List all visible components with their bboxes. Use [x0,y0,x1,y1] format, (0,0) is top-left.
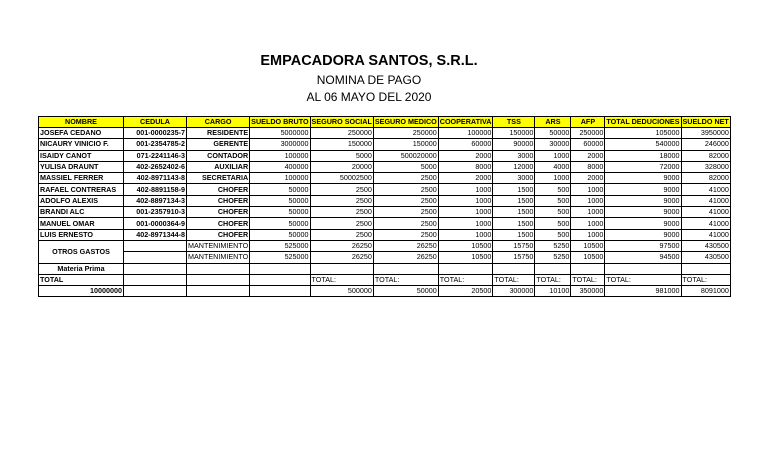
seguro-social: 20000 [310,161,373,172]
table-cell: 10500 [571,240,605,251]
table-cell [124,286,187,297]
seguro-medico: 150000 [373,139,438,150]
total-deduciones: 9000 [605,184,681,195]
table-cell: 10500 [571,252,605,263]
table-cell [250,286,310,297]
employee-cedula: 402-8971344-8 [124,229,187,240]
seguro-medico: 2500 [373,173,438,184]
total-value: 20500 [438,286,493,297]
seguro-social: 150000 [310,139,373,150]
sueldo-bruto: 5000000 [250,128,310,139]
table-cell [187,286,250,297]
employee-cedula: 402-8891158-9 [124,184,187,195]
table-cell [124,252,187,263]
seguro-social: 2500 [310,218,373,229]
table-cell: 94500 [605,252,681,263]
employee-cedula: 001-2357910-3 [124,207,187,218]
employee-cargo: CHOFER [187,218,250,229]
total-sub-label: TOTAL: [605,274,681,285]
seguro-social: 2500 [310,184,373,195]
total-sub-label: TOTAL: [373,274,438,285]
total-value: 50000 [373,286,438,297]
sueldo-bruto: 50000 [250,195,310,206]
total-sub-label: TOTAL: [493,274,535,285]
total-value: 981000 [605,286,681,297]
col-header-ars: ARS [535,117,571,128]
sueldo-net: 3950000 [681,128,730,139]
employee-cedula: 402-8897134-3 [124,195,187,206]
table-cell: MANTENIMIENTO [188,241,249,251]
seguro-medico: 2500 [373,229,438,240]
col-header-sueldo-net: SUELDO NET [682,117,729,126]
cooperativa: 100000 [438,128,493,139]
col-header-seguro-medico: SEGURO MEDICO [374,117,437,126]
seguro-medico: 2500 [373,207,438,218]
afp: 1000 [571,184,605,195]
ars: 30000 [535,139,571,150]
employee-cargo: AUXILIAR [187,161,250,172]
tss: 3000 [493,150,535,161]
seguro-medico: 2500 [373,218,438,229]
total-value: 10000000 [39,286,124,297]
table-row [39,218,731,229]
employee-name: ADOLFO ALEXIS [39,195,124,206]
table-cell [187,274,250,285]
sueldo-net: 41000 [681,184,730,195]
seguro-social: 2500 [310,207,373,218]
employee-name: ISAIDY CANOT [39,150,124,161]
afp: 8000 [571,161,605,172]
total-deduciones: 105000 [605,128,681,139]
seguro-medico: 250000 [373,128,438,139]
total-sub-label: TOTAL: [571,274,605,285]
total-value: 300000 [493,286,535,297]
cooperativa: 1000 [438,207,493,218]
payroll-table [38,116,731,297]
total-value: 500000 [310,286,373,297]
otros-gastos-row [39,240,731,251]
employee-cargo: CHOFER [187,195,250,206]
seguro-medico: 500020000 [373,150,438,161]
seguro-medico: 2500 [373,184,438,195]
table-cell [124,274,187,285]
tss: 150000 [493,128,535,139]
table-cell: 26250 [373,252,438,263]
total-label: TOTAL [39,274,124,285]
table-cell [187,263,250,274]
table-cell [250,263,310,274]
total-value: 350000 [571,286,605,297]
sueldo-net: 246000 [681,139,730,150]
sueldo-bruto: 50000 [250,229,310,240]
seguro-social: 2500 [310,195,373,206]
total-value: 10100 [535,286,571,297]
total-values-row [39,286,731,297]
tss: 1500 [493,218,535,229]
table-cell [124,263,187,274]
table-row [39,128,731,139]
col-header-cargo: CARGO [187,117,250,128]
col-header-cooperativa: COOPERATIVA [439,117,492,126]
seguro-medico: 5000 [373,161,438,172]
employee-cargo: SECRETARIA [187,173,250,184]
seguro-social: 250000 [310,128,373,139]
employee-cargo: CHOFER [187,229,250,240]
table-cell: 10500 [438,240,493,251]
ars: 500 [535,218,571,229]
afp: 1000 [571,207,605,218]
otros-gastos-label: OTROS GASTOS [39,240,124,263]
table-cell [438,263,493,274]
table-row [39,184,731,195]
col-header-nombre: NOMBRE [39,117,124,128]
sueldo-net: 82000 [681,173,730,184]
sueldo-net: 41000 [681,207,730,218]
total-value: 8091000 [681,286,730,297]
total-sub-label: TOTAL: [535,274,571,285]
sueldo-bruto: 50000 [250,218,310,229]
table-cell: 15750 [493,240,535,251]
employee-name: BRANDI ALC [39,207,124,218]
header-row [39,117,731,128]
table-cell [310,263,373,274]
employee-cedula: 071-2241146-3 [124,150,187,161]
col-header-sueldo-bruto: SUELDO BRUTO [251,117,309,126]
col-header-cedula: CEDULA [124,117,187,128]
table-cell: 430500 [681,240,730,251]
employee-name: YULISA DRAUNT [39,161,124,172]
materia-prima-label: Materia Prima [39,263,124,274]
table-cell: 525000 [250,240,310,251]
col-header-tss: TSS [493,117,535,128]
table-cell: 26250 [310,240,373,251]
afp: 2000 [571,173,605,184]
employee-cedula: 001-0000235-7 [124,128,187,139]
seguro-social: 2500 [310,229,373,240]
tss: 1500 [493,195,535,206]
afp: 250000 [571,128,605,139]
tss: 1500 [493,184,535,195]
sueldo-net: 328000 [681,161,730,172]
cooperativa: 8000 [438,161,493,172]
sueldo-net: 41000 [681,218,730,229]
table-row [39,150,731,161]
afp: 1000 [571,218,605,229]
total-sub-label: TOTAL: [681,274,730,285]
table-row [39,139,731,150]
ars: 500 [535,229,571,240]
table-cell: 525000 [250,252,310,263]
cooperativa: 2000 [438,150,493,161]
employee-cedula: 402-2652402-6 [124,161,187,172]
table-cell: 430500 [681,252,730,263]
total-deduciones: 540000 [605,139,681,150]
ars: 500 [535,195,571,206]
afp: 2000 [571,150,605,161]
company-name: EMPACADORA SANTOS, S.R.L. [260,53,478,69]
employee-cargo: CONTADOR [187,150,250,161]
table-cell [250,274,310,285]
table-row [39,195,731,206]
afp: 1000 [571,195,605,206]
ars: 1000 [535,150,571,161]
total-deduciones: 9000 [605,207,681,218]
ars: 4000 [535,161,571,172]
table-cell: 10500 [438,252,493,263]
employee-name: MANUEL OMAR [39,218,124,229]
employee-cedula: 402-8971143-8 [124,173,187,184]
total-deduciones: 9000 [605,218,681,229]
total-deduciones: 72000 [605,161,681,172]
table-cell: 5250 [535,252,571,263]
cooperativa: 2000 [438,173,493,184]
seguro-social: 50002500 [310,173,373,184]
total-sub-label: TOTAL: [310,274,373,285]
tss: 12000 [493,161,535,172]
table-cell: 15750 [493,252,535,263]
total-deduciones: 18000 [605,150,681,161]
cooperativa: 60000 [438,139,493,150]
total-deduciones: 9000 [605,195,681,206]
table-cell [124,240,187,251]
table-cell [571,263,605,274]
tss: 1500 [493,229,535,240]
employee-name: MASSIEL FERRER [39,173,124,184]
tss: 1500 [493,207,535,218]
table-cell [373,263,438,274]
cooperativa: 1000 [438,184,493,195]
sueldo-net: 41000 [681,229,730,240]
total-label-row [39,274,731,285]
col-header-seguro-social: SEGURO SOCIAL [311,117,372,126]
table-cell [681,263,730,274]
table-row [39,229,731,240]
employee-cargo: GERENTE [187,139,250,150]
table-cell: 26250 [373,240,438,251]
table-cell [493,263,535,274]
table-row [39,161,731,172]
tss: 90000 [493,139,535,150]
tss: 3000 [493,173,535,184]
report-title: NOMINA DE PAGO [316,73,422,87]
ars: 1000 [535,173,571,184]
cooperativa: 1000 [438,218,493,229]
total-deduciones: 9000 [605,173,681,184]
materia-prima-row [39,263,731,274]
sueldo-bruto: 50000 [250,184,310,195]
sueldo-bruto: 100000 [250,173,310,184]
sueldo-bruto: 400000 [250,161,310,172]
employee-cedula: 001-0000364-9 [124,218,187,229]
table-row [39,207,731,218]
table-cell: 26250 [310,252,373,263]
afp: 60000 [571,139,605,150]
table-cell: 5250 [535,240,571,251]
col-header-afp: AFP [571,117,605,128]
sueldo-bruto: 100000 [250,150,310,161]
report-date: AL 06 MAYO DEL 2020 [306,90,432,104]
employee-name: RAFAEL CONTRERAS [39,184,124,195]
ars: 50000 [535,128,571,139]
employee-name: JOSEFA CEDANO [39,128,124,139]
employee-cargo: CHOFER [187,207,250,218]
table-cell: 97500 [605,240,681,251]
sueldo-bruto: 50000 [250,207,310,218]
seguro-social: 5000 [310,150,373,161]
table-cell [605,263,681,274]
sueldo-net: 82000 [681,150,730,161]
total-sub-label: TOTAL: [438,274,493,285]
otros-gastos-row [39,252,731,263]
col-header-total-deduciones: TOTAL DEDUCIONES [606,117,680,126]
cooperativa: 1000 [438,229,493,240]
total-deduciones: 9000 [605,229,681,240]
employee-cargo: CHOFER [187,184,250,195]
seguro-medico: 2500 [373,195,438,206]
ars: 500 [535,207,571,218]
cooperativa: 1000 [438,195,493,206]
sueldo-net: 41000 [681,195,730,206]
table-cell: MANTENIMIENTO [188,252,249,262]
afp: 1000 [571,229,605,240]
employee-cargo: RESIDENTE [187,128,250,139]
table-row [39,173,731,184]
ars: 500 [535,184,571,195]
employee-name: NICAURY VINICIO F. [39,139,124,150]
employee-name: LUIS ERNESTO [39,229,124,240]
table-cell [535,263,571,274]
employee-cedula: 001-2354785-2 [124,139,187,150]
sueldo-bruto: 3000000 [250,139,310,150]
